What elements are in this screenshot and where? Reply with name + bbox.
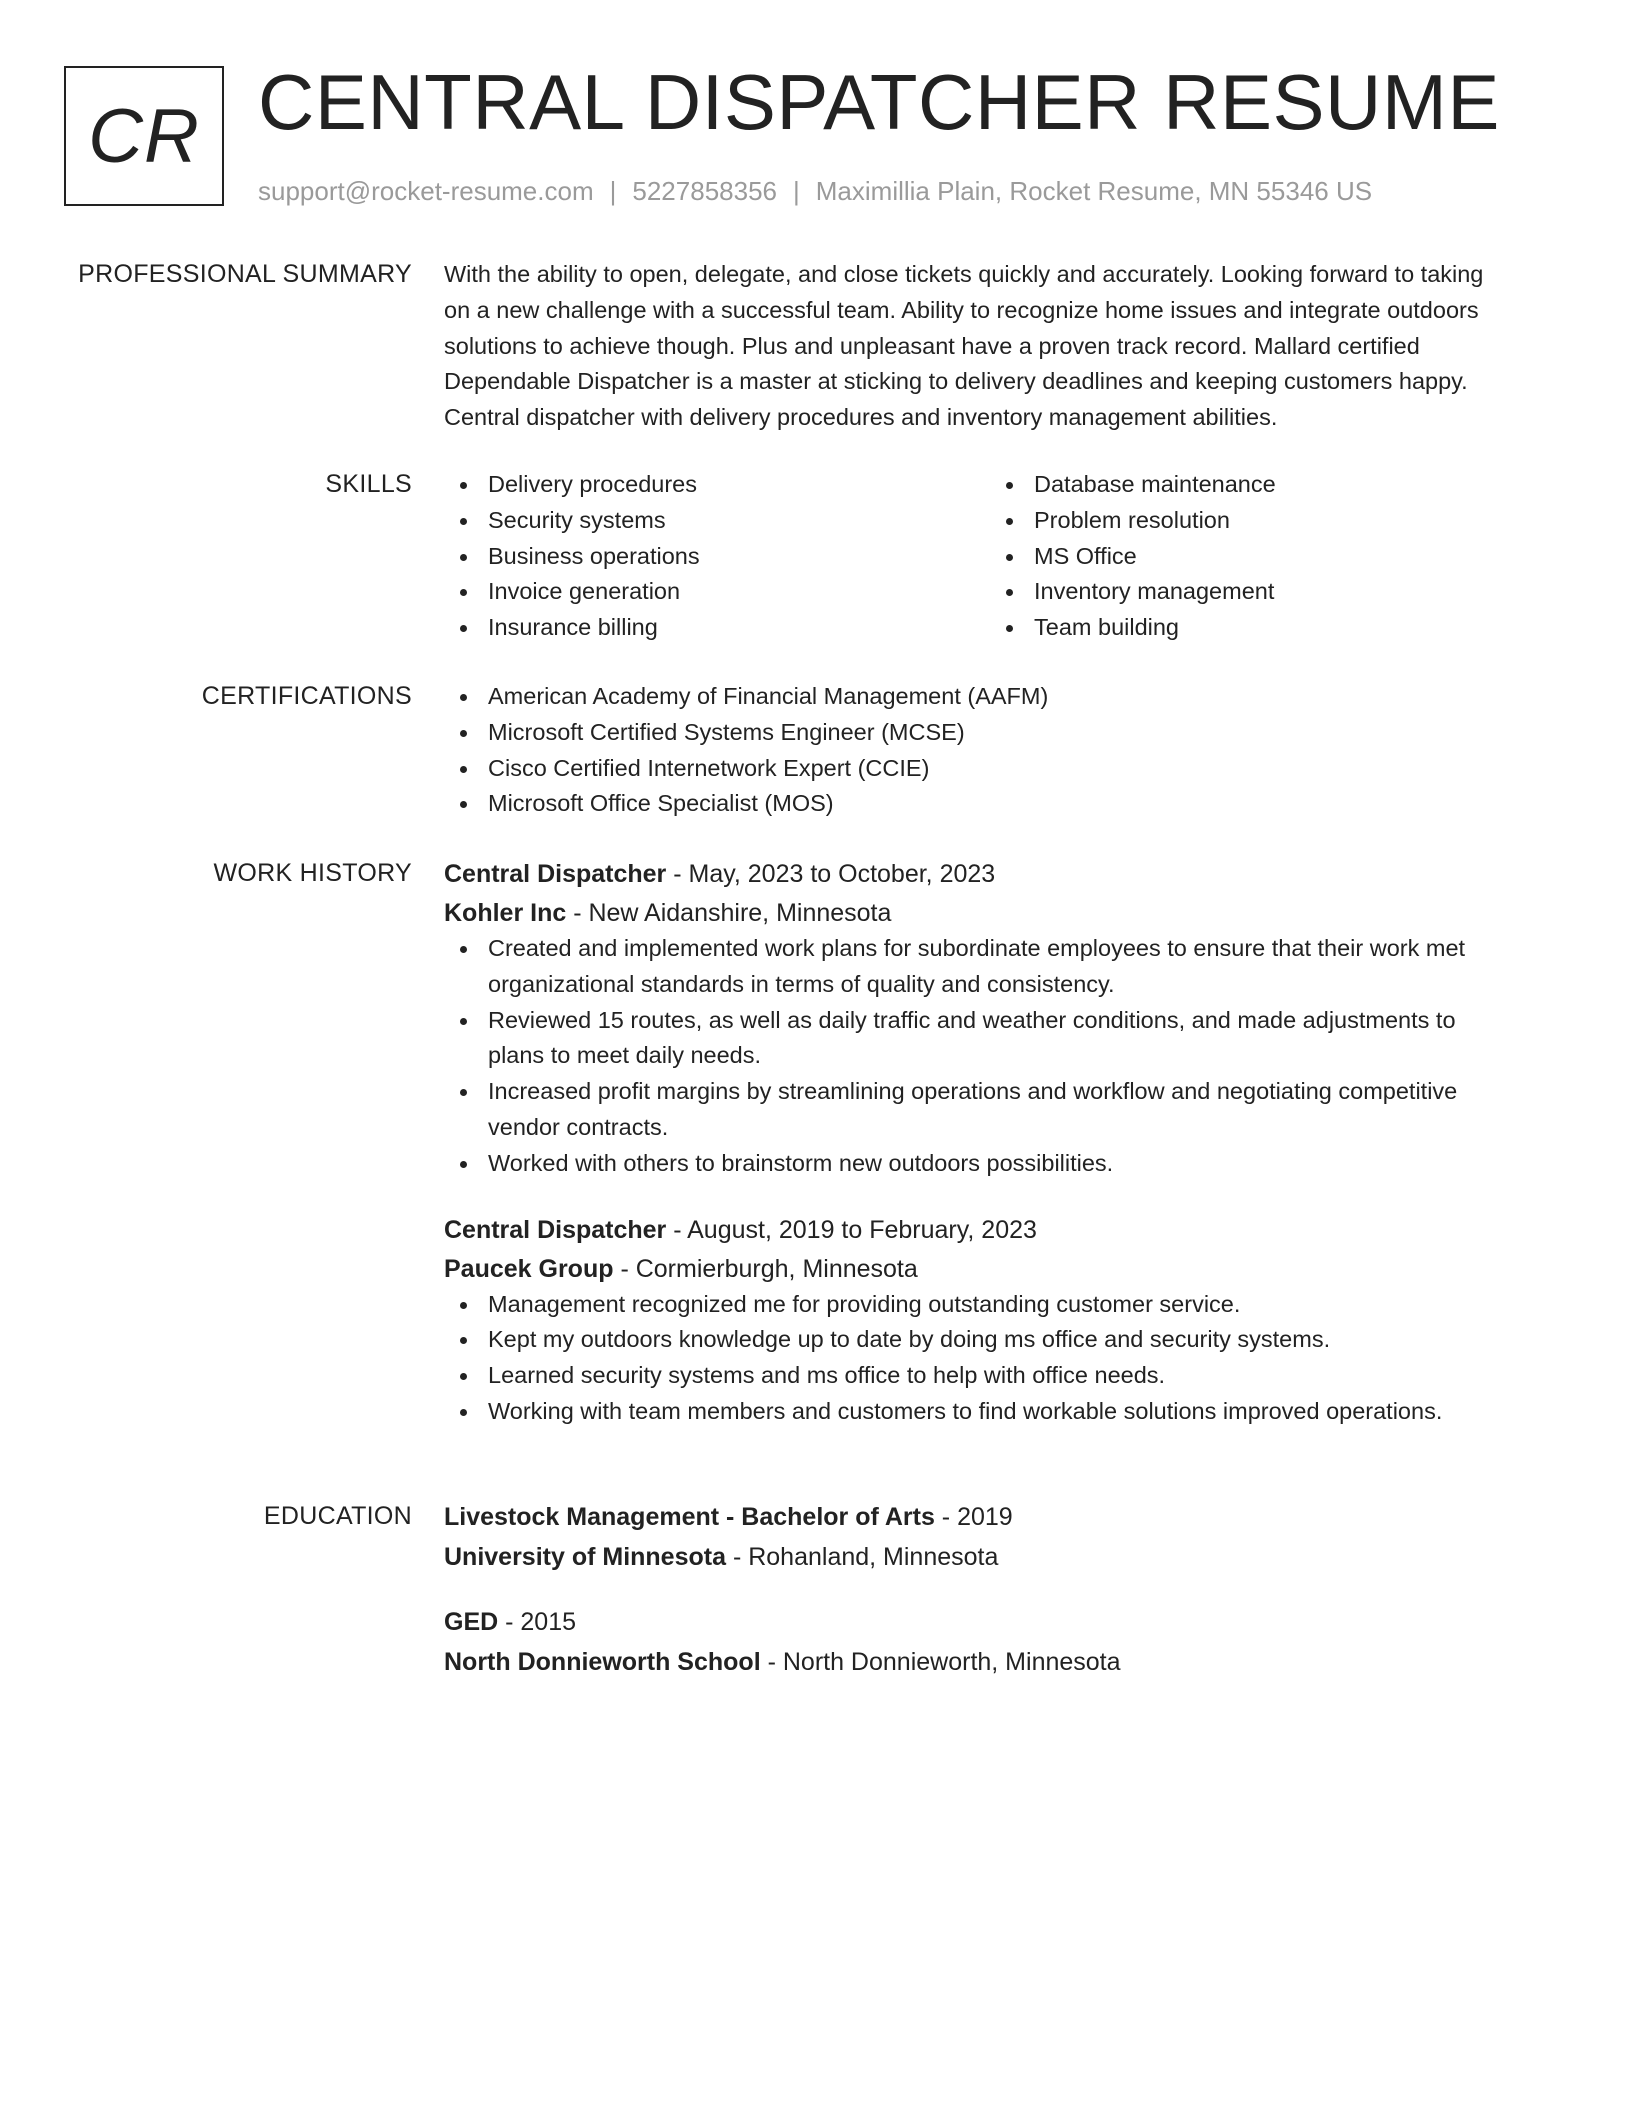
job-dates: - August, 2019 to February, 2023 — [666, 1215, 1037, 1244]
list-item: Microsoft Certified Systems Engineer (MCSE) — [444, 715, 1544, 751]
list-item: Security systems — [444, 503, 700, 539]
job-bullets — [444, 1287, 1544, 1430]
list-item: Inventory management — [990, 574, 1276, 610]
list-item: Database maintenance — [990, 467, 1276, 503]
education-degree-line — [444, 1604, 1544, 1640]
skills-body — [444, 467, 1544, 647]
education-school: University of Minnesota — [444, 1543, 726, 1571]
section-label-summary: PROFESSIONAL SUMMARY — [78, 260, 412, 288]
job-title-line — [444, 856, 1544, 892]
monogram: CR — [64, 66, 224, 206]
list-item: Working with team members and customers to find workable solutions improved operations. — [444, 1394, 1544, 1430]
list-item: Invoice generation — [444, 574, 700, 610]
summary-line: Dependable Dispatcher is a master at sticking to delivery deadlines and keeping customers happy. — [444, 368, 1468, 395]
list-item: Team building — [990, 610, 1276, 646]
certifications-body — [444, 679, 1544, 822]
job-company: Paucek Group — [444, 1254, 614, 1283]
job-company-line — [444, 895, 1544, 931]
contact-separator: | — [793, 176, 800, 206]
job-title-line — [444, 1212, 1544, 1248]
job-dates: - May, 2023 to October, 2023 — [666, 860, 996, 888]
education-degree-line — [444, 1499, 1544, 1535]
list-item: Cisco Certified Internetwork Expert (CCIE) — [444, 751, 1544, 787]
list-item: Insurance billing — [444, 610, 700, 646]
contact-email[interactable]: support@rocket-resume.com — [258, 176, 594, 206]
contact-line — [258, 174, 1372, 208]
contact-separator: | — [609, 176, 617, 206]
list-item: MS Office — [990, 539, 1276, 575]
section-label-education: EDUCATION — [263, 1502, 412, 1530]
summary-line: With the ability to open, delegate, and close tickets quickly and accurately. Looking forward to taking — [444, 261, 1484, 287]
work-history-body — [444, 856, 1544, 1430]
education-school-line — [444, 1644, 1544, 1680]
education-school-line — [444, 1539, 1544, 1575]
education-degree: GED — [444, 1608, 499, 1636]
skills-column-1 — [444, 467, 700, 646]
list-item: Kept my outdoors knowledge up to date by doing ms office and security systems. — [444, 1322, 1544, 1358]
job-title: Central Dispatcher — [444, 1215, 667, 1244]
list-item: Reviewed 15 routes, as well as daily traffic and weather conditions, and made adjustments to plans to meet daily needs. — [444, 1003, 1544, 1075]
summary-line: solutions to achieve though. Plus and unpleasant have a proven track record. Mallard certified — [444, 332, 1420, 359]
job-entry — [444, 1212, 1544, 1430]
education-year: - 2019 — [934, 1503, 1013, 1531]
education-entry — [444, 1499, 1544, 1575]
section-label-certifications: CERTIFICATIONS — [201, 682, 412, 710]
section-label-skills: SKILLS — [325, 470, 412, 498]
contact-phone[interactable]: 5227858356 — [632, 176, 777, 206]
education-location: - Rohanland, Minnesota — [726, 1543, 999, 1571]
job-location: - New Aidanshire, Minnesota — [566, 899, 892, 927]
education-location: - North Donnieworth, Minnesota — [760, 1648, 1121, 1676]
list-item: Business operations — [444, 539, 700, 575]
summary-line: on a new challenge with a successful team. Ability to recognize home issues and integrate outdoors — [444, 296, 1479, 323]
job-title: Central Dispatcher — [444, 860, 667, 888]
list-item: Increased profit margins by streamlining operations and workflow and negotiating competitive vendor contracts. — [444, 1074, 1544, 1146]
list-item: Delivery procedures — [444, 467, 700, 503]
education-body — [444, 1499, 1544, 1680]
page-title: CENTRAL DISPATCHER RESUME — [258, 58, 1500, 146]
list-item: Learned security systems and ms office to help with office needs. — [444, 1358, 1544, 1394]
education-school: North Donnieworth School — [444, 1648, 761, 1676]
job-company-line — [444, 1251, 1544, 1287]
list-item: Management recognized me for providing outstanding customer service. — [444, 1287, 1544, 1323]
education-entry — [444, 1604, 1544, 1680]
contact-address: Maximillia Plain, Rocket Resume, MN 55346 US — [815, 176, 1373, 206]
job-bullets — [444, 931, 1544, 1182]
list-item: Problem resolution — [990, 503, 1276, 539]
job-company: Kohler Inc — [444, 899, 567, 927]
section-skills — [0, 467, 1632, 647]
list-item: American Academy of Financial Management (AAFM) — [444, 679, 1544, 715]
section-label-work-history: WORK HISTORY — [213, 859, 412, 887]
education-degree: Livestock Management - Bachelor of Arts — [444, 1503, 935, 1531]
education-year: - 2015 — [498, 1608, 577, 1636]
list-item: Created and implemented work plans for subordinate employees to ensure that their work met organizational standards in terms of quality and consistency. — [444, 931, 1544, 1003]
list-item: Worked with others to brainstorm new outdoors possibilities. — [444, 1146, 1544, 1182]
list-item: Microsoft Office Specialist (MOS) — [444, 786, 1544, 822]
summary-body — [444, 257, 1544, 436]
job-entry — [444, 856, 1544, 1182]
summary-line: Central dispatcher with delivery procedures and inventory management abilities. — [444, 404, 1278, 431]
certifications-list — [444, 679, 1544, 822]
skills-column-2 — [990, 467, 1276, 646]
job-location: - Cormierburgh, Minnesota — [613, 1254, 918, 1283]
